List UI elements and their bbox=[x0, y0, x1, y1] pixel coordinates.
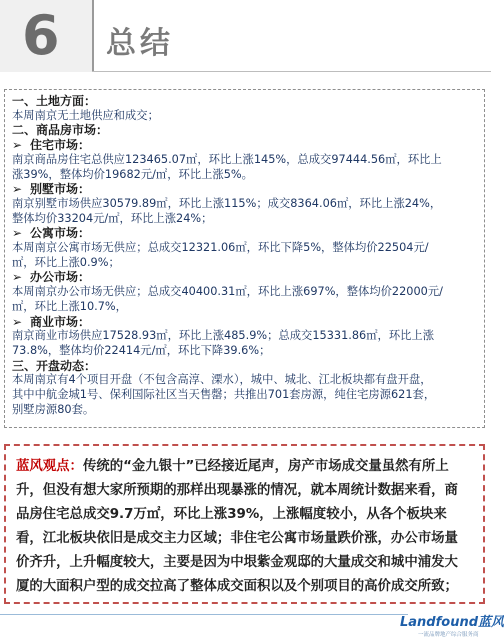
subsection-heading-text: 别墅市场： bbox=[30, 182, 91, 197]
subsection-heading-text: 住宅市场： bbox=[30, 138, 91, 153]
opinion-text: 升，但没有想大家所预期的那样出现暴涨的情况，就本周统计数据来看，商 bbox=[16, 483, 458, 498]
subsection-heading-text: 商业市场： bbox=[30, 314, 91, 329]
arrow-bullet-icon: ➢ bbox=[12, 226, 23, 241]
summary-text-line: 本周南京办公市场无供应；总成交40400.31㎡，环比上涨697%，整体均价22000元/ bbox=[12, 285, 443, 299]
summary-text-line: 其中中航金城1号、保利国际社区当天售罄；共推出701套房源，纯住宅房源621套， bbox=[12, 388, 436, 402]
logo-brand-text: Landfound蓝风 bbox=[400, 615, 504, 630]
opinion-text: 传统的“金九银十”已经接近尾声，房产市场成交量虽然有所上 bbox=[82, 459, 449, 474]
arrow-bullet-icon: ➢ bbox=[12, 270, 23, 285]
summary-text-line: 本周南京有4个项目开盘（不包含高淳、溧水），城中、城北、江北板块都有盘开盘， bbox=[12, 373, 432, 387]
page-title: 总结 bbox=[106, 26, 174, 61]
subsection-heading bbox=[12, 138, 478, 153]
summary-text-line: 涨39%，整体均价19682元/㎡，环比上涨5%。 bbox=[12, 167, 253, 181]
summary-text-line: 南京商品房住宅总供应123465.07㎡，环比上涨145%，总成交97444.56㎡，环比上 bbox=[12, 152, 442, 166]
opinion-text: 看，江北板块依旧是成交主力区域；非住宅公寓市场量跌价涨，办公市场量 bbox=[16, 531, 458, 546]
summary-text-line: ㎡，环比上涨10.7%， bbox=[12, 299, 127, 313]
subsection-heading bbox=[12, 315, 478, 330]
subsection-heading bbox=[12, 226, 478, 241]
arrow-bullet-icon: ➢ bbox=[12, 182, 23, 197]
opinion-text: 厦的大面积户型的成交拉高了整体成交面积以及个别项目的高价成交所致； bbox=[16, 579, 458, 594]
subsection-heading bbox=[12, 270, 478, 285]
section-header bbox=[0, 0, 491, 82]
section-number-box bbox=[0, 0, 94, 72]
section-number: 6 bbox=[22, 4, 60, 67]
subsection-heading bbox=[12, 182, 478, 197]
opinion-box bbox=[4, 444, 485, 604]
opinion-text-line bbox=[16, 575, 475, 599]
opinion-text-line bbox=[16, 479, 475, 503]
summary-text-line: 本周南京公寓市场无供应；总成交12321.06㎡，环比下降5%，整体均价22504元/ bbox=[12, 241, 429, 255]
summary-box bbox=[4, 89, 485, 428]
subsection-heading-text: 办公市场： bbox=[30, 270, 91, 285]
summary-text-line: 整体均价33204元/㎡，环比上涨24%； bbox=[12, 211, 213, 225]
opinion-lead-label: 蓝风观点： bbox=[16, 459, 83, 474]
summary-text-line: 南京别墅市场供应30579.89㎡，环比上涨115%；成交8364.06㎡，环比上涨24%， bbox=[12, 196, 442, 210]
summary-text-line: 别墅房源80套。 bbox=[12, 402, 95, 416]
summary-text-line: 本周南京无土地供应和成交； bbox=[12, 108, 159, 122]
opinion-text-line bbox=[16, 503, 475, 527]
logo-tagline: 一流品牌地产综合服务商 bbox=[418, 632, 479, 638]
header-divider bbox=[92, 71, 491, 72]
opinion-text-line bbox=[16, 551, 475, 575]
opinion-text: 价齐升，上升幅度较大，主要是因为中垠紫金观邸的大量成交和城中浦发大 bbox=[16, 555, 458, 570]
summary-text-line: 南京商业市场供应17528.93㎡，环比上涨485.9%；总成交15331.86㎡，环比上涨 bbox=[12, 329, 435, 343]
subsection-heading-text: 公寓市场： bbox=[30, 226, 91, 241]
section-heading: 一、土地方面： bbox=[12, 94, 97, 108]
section-heading: 三、开盘动态： bbox=[12, 358, 97, 373]
arrow-bullet-icon: ➢ bbox=[12, 314, 23, 329]
footer-divider bbox=[0, 614, 408, 615]
summary-text-line: ㎡，环比上涨0.9%； bbox=[12, 255, 120, 269]
arrow-bullet-icon: ➢ bbox=[12, 138, 23, 153]
landfound-logo bbox=[400, 611, 504, 639]
section-heading: 二、商品房市场： bbox=[12, 123, 109, 138]
opinion-text: 品房住宅总成交9.7万㎡，环比上涨39%，上涨幅度较小，从各个板块来 bbox=[16, 507, 447, 522]
summary-text-line: 73.8%，整体均价22414元/㎡，环比下降39.6%； bbox=[12, 343, 271, 357]
opinion-text-line bbox=[16, 455, 475, 479]
opinion-text-line bbox=[16, 527, 475, 551]
